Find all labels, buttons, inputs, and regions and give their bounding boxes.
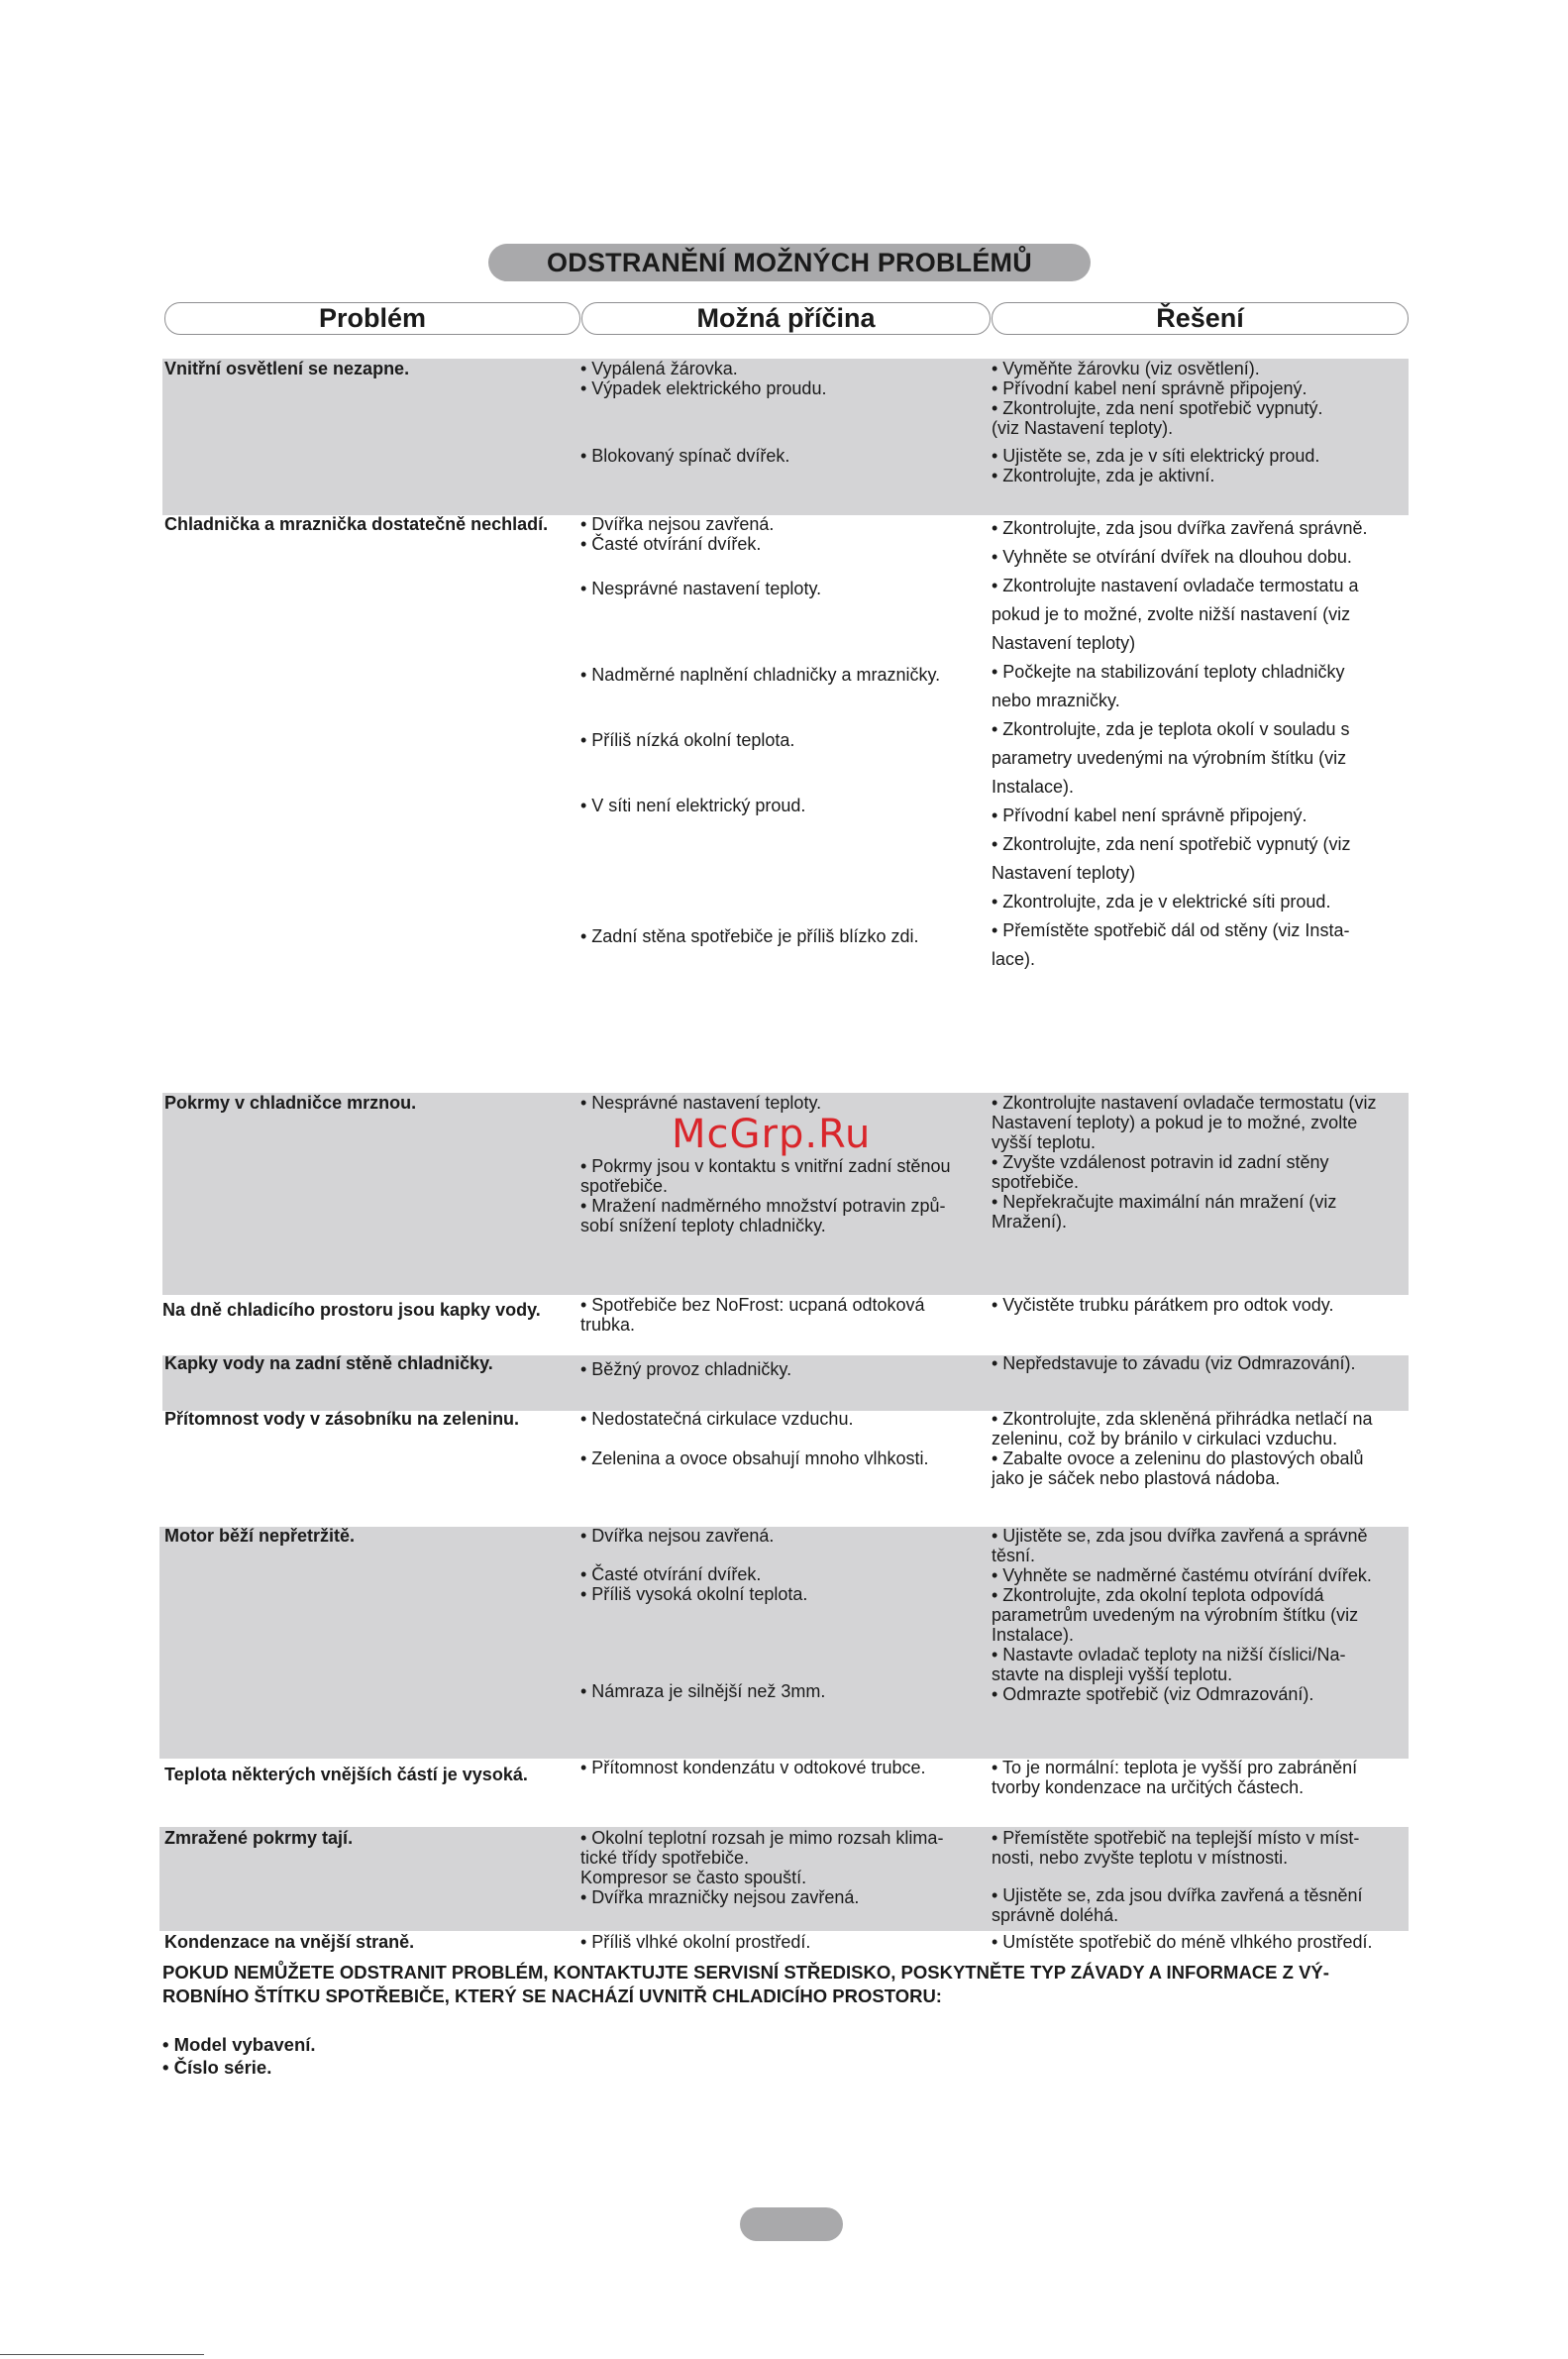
solution-3: • Zkontrolujte nastavení ovladače termostatu (viz Nastavení teploty) a pokud je to možné, zvolte vyšší teplotu. • Zvyšte vzdálenost potravin id zadní stěny spotřebiče. • Nepřekračujte maximální nán mražení (viz Mražení). xyxy=(992,1093,1377,1232)
header-solution: Řešení xyxy=(992,302,1409,335)
cause-2a: • Dvířka nejsou zavřená. • Časté otvírání dvířek. xyxy=(580,514,775,554)
cause-2e: • V síti není elektrický proud. xyxy=(580,796,806,815)
problem-10: Kondenzace na vnější straně. xyxy=(164,1932,415,1952)
cause-2f: • Zadní stěna spotřebiče je příliš blízko zdi. xyxy=(580,926,919,946)
cause-1a: • Vypálená žárovka. • Výpadek elektrického proudu. xyxy=(580,359,827,398)
solution-8: • To je normální: teplota je vyšší pro zabránění tvorby kondenzace na určitých částech. xyxy=(992,1758,1358,1797)
problem-9: Zmražené pokrmy tají. xyxy=(164,1828,354,1848)
cause-4: • Spotřebiče bez NoFrost: ucpaná odtoková trubka. xyxy=(580,1295,925,1335)
cause-8: • Přítomnost kondenzátu v odtokové trubce. xyxy=(580,1758,926,1777)
cause-10: • Příliš vlhké okolní prostředí. xyxy=(580,1932,811,1952)
solution-6: • Zkontrolujte, zda skleněná přihrádka netlačí na zeleninu, což by bránilo v cirkulaci vzduchu. • Zabalte ovoce a zeleninu do plastových obalů jako je sáček nebo plastová nádoba. xyxy=(992,1409,1373,1488)
problem-4: Na dně chladicího prostoru jsou kapky vody. xyxy=(162,1300,541,1320)
cause-9: • Okolní teplotní rozsah je mimo rozsah klima- tické třídy spotřebiče. Kompresor se často spouští. • Dvířka mrazničky nejsou zavřená. xyxy=(580,1828,944,1907)
page-number-badge xyxy=(740,2207,843,2241)
cause-3b: • Pokrmy jsou v kontaktu s vnitřní zadní stěnou spotřebiče. • Mražení nadměrného množství potravin způ- sobí snížení teploty chladničky. xyxy=(580,1156,951,1235)
solution-2: • Zkontrolujte, zda jsou dvířka zavřená správně. • Vyhněte se otvírání dvířek na dlouhou dobu. • Zkontrolujte nastavení ovladače termostatu a pokud je to možné, zvolte nižší nastavení (viz Nastavení teploty) • Počkejte na stabilizování teploty chladničky nebo mrazničky. • Zkontrolujte, zda je teplota okolí v souladu s parametry uvedenými na výrobním štítku (viz Instalace). • Přívodní kabel není správně připojený. • Zkontrolujte, zda není spotřebič vypnutý (viz Nastavení teploty) • Zkontrolujte, zda je v elektrické síti proud. • Přemístěte spotřebič dál od stěny (viz Insta- lace). xyxy=(992,518,1368,969)
service-info-list xyxy=(162,2033,316,2079)
problem-8: Teplota některých vnějších částí je vysoká. xyxy=(164,1765,528,1784)
solution-4: • Vyčistěte trubku párátkem pro odtok vody. xyxy=(992,1295,1334,1315)
service-info-item: • Model vybavení. xyxy=(162,2034,316,2055)
solution-1b: • Ujistěte se, zda je v síti elektrický proud. • Zkontrolujte, zda je aktivní. xyxy=(992,446,1320,485)
watermark-text: McGrp.Ru xyxy=(672,1112,872,1157)
problem-2: Chladnička a mraznička dostatečně nechladí. xyxy=(164,514,549,534)
cause-2c: • Nadměrné naplnění chladničky a mrazničky. xyxy=(580,665,941,685)
page-title: ODSTRANĚNÍ MOŽNÝCH PROBLÉMŮ xyxy=(488,244,1091,281)
cause-7c: • Námraza je silnější než 3mm. xyxy=(580,1681,826,1701)
problem-3: Pokrmy v chladničce mrznou. xyxy=(164,1093,417,1113)
cause-7a: • Dvířka nejsou zavřená. xyxy=(580,1526,775,1546)
solution-5: • Nepředstavuje to závadu (viz Odmrazování). xyxy=(992,1353,1356,1373)
cause-5: • Běžný provoz chladničky. xyxy=(580,1359,792,1379)
cause-2b: • Nesprávné nastavení teploty. xyxy=(580,579,822,598)
solution-9a: • Přemístěte spotřebič na teplejší místo v míst- nosti, nebo zvyšte teplotu v místnosti. xyxy=(992,1828,1360,1868)
problem-7: Motor běží nepřetržitě. xyxy=(164,1526,356,1546)
service-note: POKUD NEMŮŽETE ODSTRANIT PROBLÉM, KONTAKTUJTE SERVISNÍ STŘEDISKO, POSKYTNĚTE TYP ZÁVADY A INFORMACE Z VÝ- ROBNÍHO ŠTÍTKU SPOTŘEBIČE, KTERÝ SE NACHÁZÍ UVNITŘ CHLADICÍHO PROSTORU: xyxy=(162,1962,1329,2006)
solution-9b: • Ujistěte se, zda jsou dvířka zavřená a těsnění správně doléhá. xyxy=(992,1885,1363,1925)
solution-7: • Ujistěte se, zda jsou dvířka zavřená a správně těsní. • Vyhněte se nadměrné častému otvírání dvířek. • Zkontrolujte, zda okolní teplota odpovídá parametrům uvedeným na výrobním štítku (viz Instalace). • Nastavte ovladač teploty na nižší číslici/Na- stavte na displeji vyšší teplotu. • Odmrazte spotřebič (viz Odmrazování). xyxy=(992,1526,1372,1704)
cause-7b: • Časté otvírání dvířek. • Příliš vysoká okolní teplota. xyxy=(580,1564,808,1604)
header-problem: Problém xyxy=(164,302,580,335)
cause-2d: • Příliš nízká okolní teplota. xyxy=(580,730,795,750)
service-info-item: • Číslo série. xyxy=(162,2057,272,2078)
header-cause: Možná příčina xyxy=(581,302,991,335)
bottom-divider xyxy=(0,2354,204,2355)
problem-6: Přítomnost vody v zásobníku na zeleninu. xyxy=(164,1409,520,1429)
cause-3a: • Nesprávné nastavení teploty. xyxy=(580,1093,822,1113)
cause-6b: • Zelenina a ovoce obsahují mnoho vlhkosti. xyxy=(580,1448,929,1468)
solution-10: • Umístěte spotřebič do méně vlhkého prostředí. xyxy=(992,1932,1373,1952)
problem-5: Kapky vody na zadní stěně chladničky. xyxy=(164,1353,493,1373)
problem-1: Vnitřní osvětlení se nezapne. xyxy=(164,359,410,378)
cause-1b: • Blokovaný spínač dvířek. xyxy=(580,446,790,466)
cause-6a: • Nedostatečná cirkulace vzduchu. xyxy=(580,1409,854,1429)
solution-1a: • Vyměňte žárovku (viz osvětlení). • Přívodní kabel není správně připojený. • Zkontrolujte, zda není spotřebič vypnutý. (viz Nastavení teploty). xyxy=(992,359,1323,438)
